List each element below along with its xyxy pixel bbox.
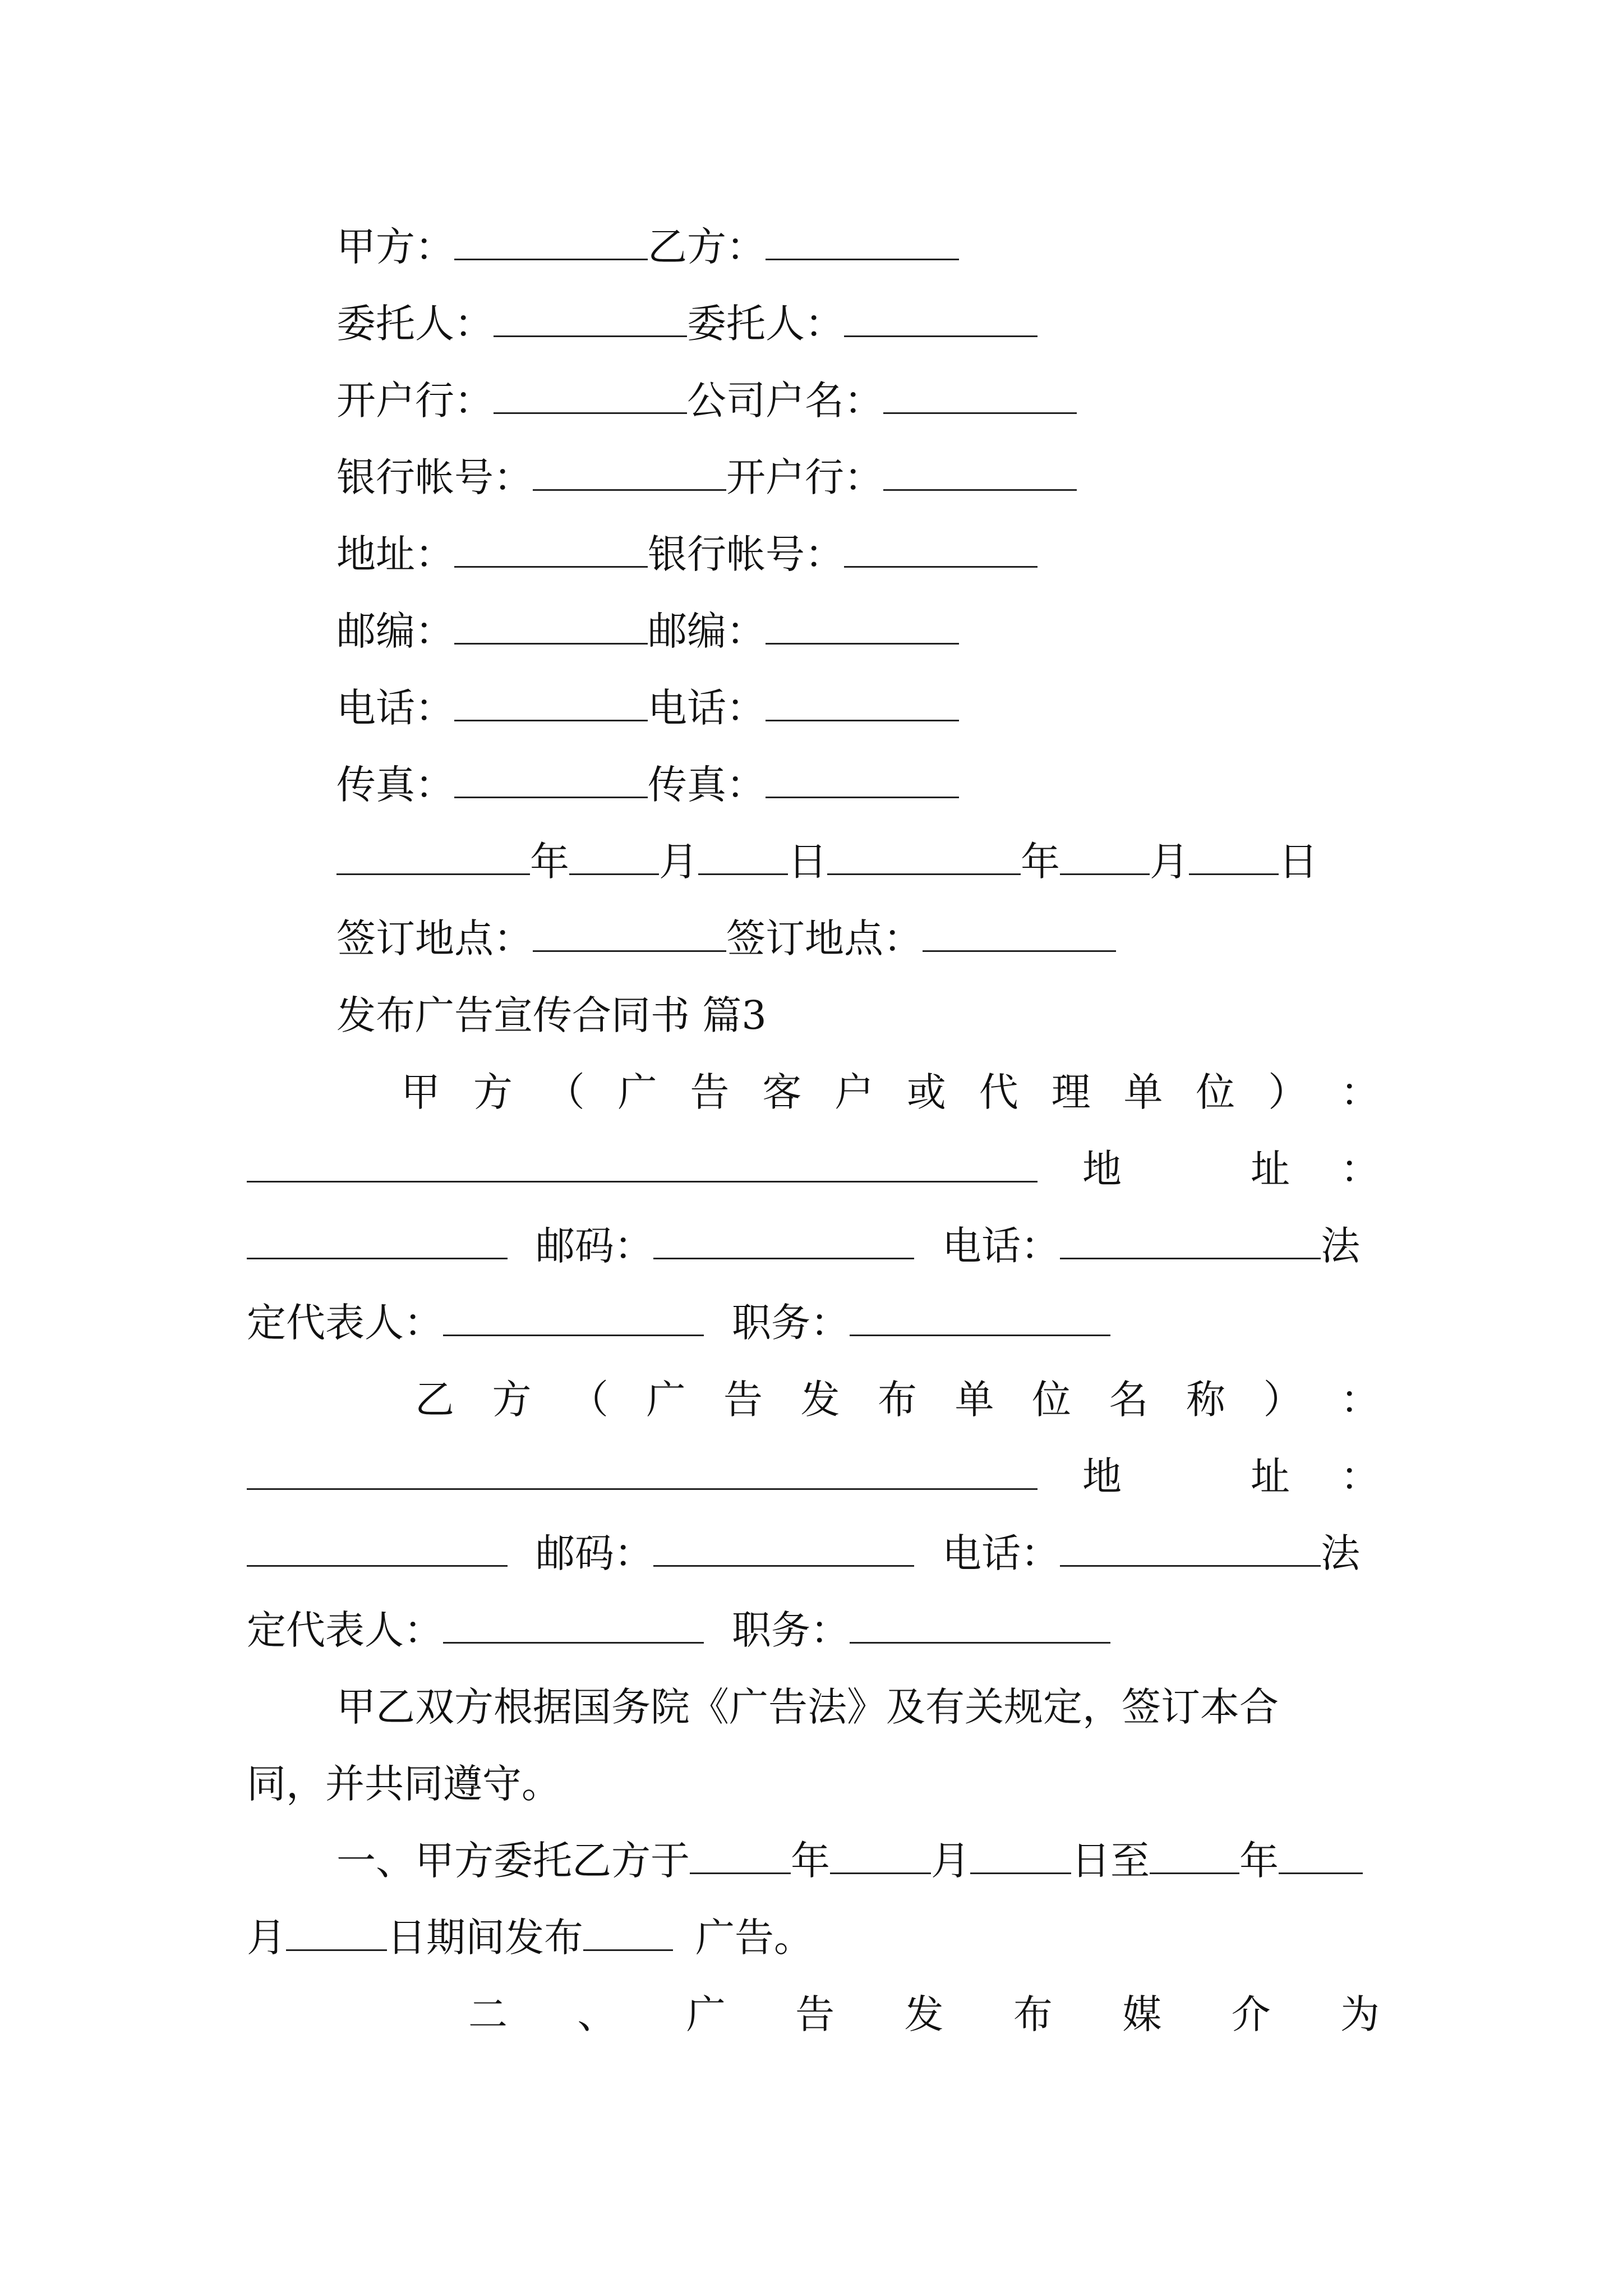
party-a-contact-row xyxy=(247,1215,1360,1277)
party-a-address-label-2: 址 xyxy=(1251,1146,1290,1192)
blank-end-month-tail xyxy=(1279,1835,1363,1874)
spread-char: 代 xyxy=(979,1069,1018,1115)
label-month: 月 xyxy=(659,839,698,885)
blank-signing-place-a xyxy=(533,913,726,952)
spread-char: ） xyxy=(1263,1377,1303,1423)
spread-char: ） xyxy=(1268,1069,1308,1115)
blank-party-a-postcode xyxy=(653,1221,914,1259)
spread-char: 名 xyxy=(1109,1377,1149,1423)
label-signing-place-b: 签订地点： xyxy=(726,915,923,961)
form-row-bank xyxy=(336,370,1077,431)
blank-end-day xyxy=(286,1912,387,1951)
label-phone-b: 电话： xyxy=(648,685,766,731)
label-fax-b: 传真： xyxy=(648,762,766,808)
spread-char: 方 xyxy=(473,1069,513,1115)
blank-end-year xyxy=(1150,1835,1239,1874)
blank-phone-b xyxy=(766,683,959,721)
spread-char: 发 xyxy=(904,1991,944,2037)
form-row-party xyxy=(336,216,959,278)
form-row-account xyxy=(336,447,1077,508)
label-day: 日 xyxy=(788,839,827,885)
party-b-legal-row xyxy=(247,1599,1110,1661)
label-signing-place-a: 签订地点： xyxy=(336,915,533,961)
label-postcode-b: 邮编： xyxy=(648,608,766,654)
blank-party-a-position xyxy=(850,1297,1110,1336)
blank-day-a xyxy=(698,836,788,875)
form-row-dates xyxy=(336,831,1318,892)
party-a-address-label-1: 地 xyxy=(1082,1146,1122,1192)
spread-char: 介 xyxy=(1231,1991,1271,2037)
blank-bank-a xyxy=(494,375,687,414)
party-a-address-row xyxy=(247,1138,1380,1200)
blank-party-b-phone xyxy=(1060,1528,1321,1567)
spread-char: 布 xyxy=(1013,1991,1053,2037)
label-entrusted-b: 委托人： xyxy=(687,301,844,347)
label-entrusted-a: 委托人： xyxy=(336,301,494,347)
blank-party-a-name xyxy=(247,1144,1038,1182)
label-party-b-legal-prefix: 法 xyxy=(1321,1530,1360,1576)
label-account-b: 银行帐号： xyxy=(648,531,844,577)
label-company-account: 公司户名： xyxy=(687,378,883,424)
spread-char: 告 xyxy=(723,1377,763,1423)
spread-char: （ xyxy=(545,1069,585,1115)
party-b-heading xyxy=(415,1369,1380,1430)
label-party-a: 甲方： xyxy=(336,224,454,270)
blank-fax-a xyxy=(454,760,648,798)
label-party-b: 乙方： xyxy=(648,224,766,270)
spread-char: 媒 xyxy=(1122,1991,1162,2037)
label-party-a-legal-rep: 定代表人： xyxy=(247,1300,443,1346)
blank-bank-b xyxy=(883,452,1077,491)
form-row-address xyxy=(336,523,1038,585)
party-b-address-label-1: 地 xyxy=(1082,1453,1122,1499)
label-party-b-legal-rep: 定代表人： xyxy=(247,1607,443,1653)
blank-party-a xyxy=(454,222,648,260)
label-party-b-position: 职务： xyxy=(732,1607,850,1653)
blank-party-b-position xyxy=(850,1605,1110,1644)
spread-char: 乙 xyxy=(415,1377,454,1423)
blank-company-account xyxy=(883,375,1077,414)
blank-account-b xyxy=(844,529,1038,568)
spread-char: 、 xyxy=(577,1991,617,2037)
form-row-entrusted xyxy=(336,293,1038,355)
spread-char: 称 xyxy=(1186,1377,1225,1423)
blank-signing-place-b xyxy=(923,913,1116,952)
spread-char: 告 xyxy=(795,1991,835,2037)
blank-month-a xyxy=(569,836,659,875)
section-title: 发布广告宣传合同书 篇3 xyxy=(336,992,767,1038)
party-a-heading xyxy=(401,1061,1380,1123)
party-a-legal-row xyxy=(247,1292,1110,1354)
label-end-year: 年 xyxy=(1239,1838,1279,1884)
blank-month-b xyxy=(1060,836,1150,875)
label-fax-a: 传真： xyxy=(336,762,454,808)
blank-postcode-a xyxy=(454,606,648,645)
label-bank-a: 开户行： xyxy=(336,378,494,424)
spread-char: 广 xyxy=(646,1377,686,1423)
spread-char: 方 xyxy=(492,1377,532,1423)
blank-fax-b xyxy=(766,760,959,798)
paragraph-1-line-2: 同，并共同遵守。 xyxy=(247,1761,561,1807)
spread-char: 布 xyxy=(878,1377,917,1423)
blank-party-b-legal-rep xyxy=(443,1605,704,1644)
spread-char: 户 xyxy=(834,1069,874,1115)
label-month: 月 xyxy=(1150,839,1189,885)
spread-char: 二 xyxy=(468,1991,508,2037)
spread-char: 甲 xyxy=(401,1069,440,1115)
label-party-b-phone: 电话： xyxy=(942,1530,1060,1576)
form-row-phone xyxy=(336,677,959,739)
label-party-a-position: 职务： xyxy=(732,1300,850,1346)
spread-char: 单 xyxy=(955,1377,994,1423)
blank-day-b xyxy=(1189,836,1279,875)
blank-year-a xyxy=(336,836,530,875)
blank-party-b-postcode xyxy=(653,1528,914,1567)
label-start-day: 日至 xyxy=(1071,1838,1150,1884)
label-bank-b: 开户行： xyxy=(726,454,883,500)
blank-phone-a xyxy=(454,683,648,721)
blank-party-a-address xyxy=(247,1221,508,1259)
spread-char: 客 xyxy=(762,1069,802,1115)
spread-char: （ xyxy=(569,1377,608,1423)
label-postcode-a: 邮编： xyxy=(336,608,454,654)
form-row-postcode xyxy=(336,600,959,662)
label-day: 日 xyxy=(1279,839,1318,885)
spread-char: 位 xyxy=(1032,1377,1071,1423)
clause-2 xyxy=(468,1984,1380,2045)
label-year: 年 xyxy=(1021,839,1060,885)
paragraph-1-line-1: 甲乙双方根据国务院《广告法》及有关规定，签订本合 xyxy=(336,1684,1279,1730)
label-party-a-phone: 电话： xyxy=(942,1223,1060,1269)
label-address: 地址： xyxy=(336,531,454,577)
spread-char: 告 xyxy=(690,1069,730,1115)
blank-party-b-address xyxy=(247,1528,508,1567)
blank-party-a-legal-rep xyxy=(443,1297,704,1336)
spread-char: ： xyxy=(1340,1377,1380,1423)
label-phone-a: 电话： xyxy=(336,685,454,731)
spread-char: 为 xyxy=(1340,1991,1380,2037)
party-a-address-label-3: ： xyxy=(1340,1146,1380,1192)
clause-1-line-1 xyxy=(336,1830,1363,1892)
spread-char: 广 xyxy=(686,1991,726,2037)
clause-1-line-2 xyxy=(247,1907,813,1968)
party-b-address-label-3: ： xyxy=(1340,1453,1380,1499)
blank-start-day xyxy=(970,1835,1071,1874)
party-b-contact-row xyxy=(247,1522,1360,1584)
spread-char: 广 xyxy=(617,1069,657,1115)
label-start-year: 年 xyxy=(791,1838,830,1884)
spread-char: 发 xyxy=(800,1377,840,1423)
blank-party-b-name xyxy=(247,1451,1038,1490)
blank-start-month xyxy=(830,1835,931,1874)
spread-char: 理 xyxy=(1051,1069,1091,1115)
blank-party-a-phone xyxy=(1060,1221,1321,1259)
blank-entrusted-a xyxy=(494,298,687,337)
blank-party-b xyxy=(766,222,959,260)
spread-char: 位 xyxy=(1196,1069,1235,1115)
label-party-a-postcode: 邮码： xyxy=(536,1223,653,1269)
blank-address xyxy=(454,529,648,568)
form-row-signing-place xyxy=(336,908,1116,969)
label-account-a: 银行帐号： xyxy=(336,454,533,500)
blank-start-year xyxy=(690,1835,791,1874)
blank-entrusted-b xyxy=(844,298,1038,337)
form-row-fax xyxy=(336,754,959,816)
party-b-address-row xyxy=(247,1446,1380,1507)
blank-ad-content xyxy=(583,1912,673,1951)
spread-char: 单 xyxy=(1123,1069,1163,1115)
spread-char: 或 xyxy=(906,1069,946,1115)
label-end-month: 月 xyxy=(247,1915,286,1961)
label-start-month: 月 xyxy=(931,1838,970,1884)
party-b-address-label-2: 址 xyxy=(1251,1453,1290,1499)
label-year: 年 xyxy=(530,839,569,885)
spread-char: ： xyxy=(1340,1069,1380,1115)
label-party-b-postcode: 邮码： xyxy=(536,1530,653,1576)
blank-account-a xyxy=(533,452,726,491)
clause-1-intro: 一、甲方委托乙方于 xyxy=(336,1838,690,1884)
label-end-day: 日期间发布 xyxy=(387,1915,583,1961)
blank-year-b xyxy=(827,836,1021,875)
label-party-a-legal-prefix: 法 xyxy=(1321,1223,1360,1269)
blank-postcode-b xyxy=(766,606,959,645)
label-advertisement: 广告。 xyxy=(695,1915,813,1961)
